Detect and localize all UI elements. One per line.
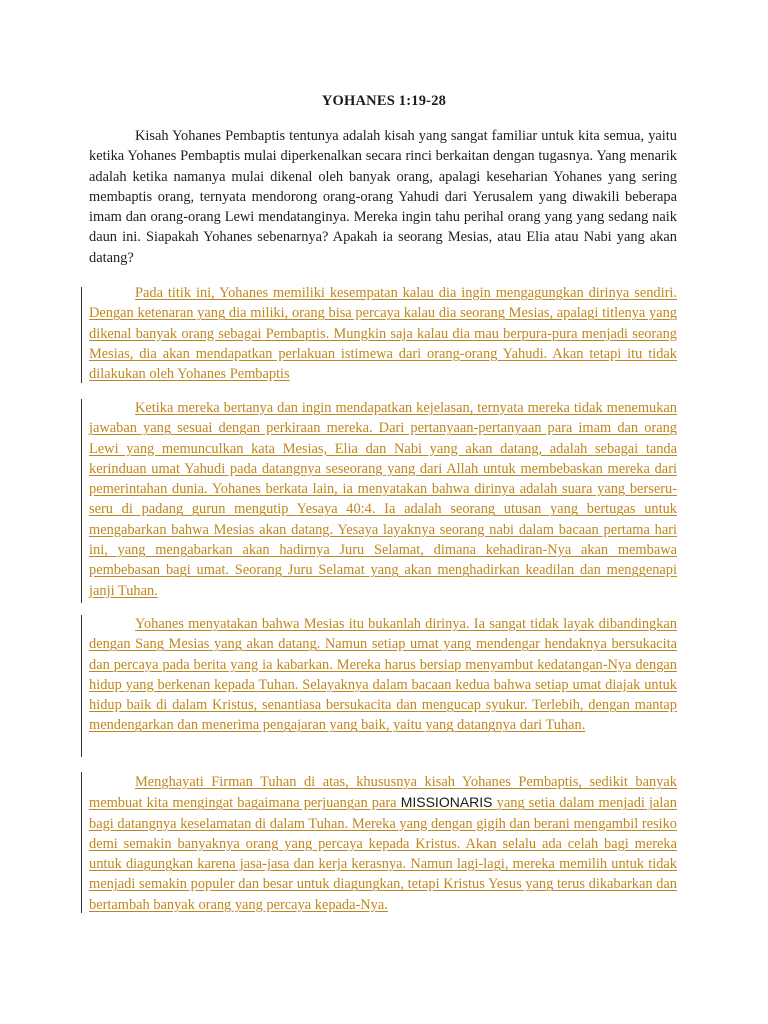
change-bar [81, 287, 82, 383]
paragraph-intro: Kisah Yohanes Pembaptis tentunya adalah kisah yang sangat familiar untuk kita semua, yaitu ketika Yohanes Pembaptis mulai diperkenalkan secara rinci berkaitan dengan tugasnya. Yang menarik adalah ketika namanya mulai dikenal oleh banyak orang, apalagi keseharian Yohanes yang sering membaptis orang, ternyata mendorong orang-orang Yahudi dari Yerusalem yang diwakili beberapa imam dan orang-orang Lewi mendatanginya. Mereka ingin tahu perihal orang yang yang sedang naik daun ini. Siapakah Yohanes sebenarnya? Apakah ia seorang Mesias, atau Elia atau Nabi yang akan datang? [89, 128, 677, 266]
paragraph-tracked-4-part-a: Menghayati Firman Tuhan di atas, khususnya kisah Yohanes Pembaptis, sedikit banyak membuat kita mengingat bagaimana perjuangan para [89, 774, 677, 812]
change-bar [81, 399, 82, 603]
paragraph-tracked-4-part-c: yang setia dalam menjadi jalan bagi datangnya keselamatan di dalam Tuhan. Mereka yang dengan gigih dan berani mengambil resiko demi semakin banyaknya orang yang percaya kepada Kristus. Akan selalu ada celah bagi mereka untuk diagungkan karena jasa-jasa dan kerja kerasnya. Namun lagi-lagi, mereka memilih untuk tidak menjadi semakin populer dan besar untuk diagungkan, tetapi Kristus Yesus yang terus dikabarkan dan bertambah banyak orang yang percaya kepada-Nya. [89, 795, 677, 913]
paragraph-tracked-3: Yohanes menyatakan bahwa Mesias itu bukanlah dirinya. Ia sangat tidak layak dibandingkan dengan Sang Mesias yang akan datang. Namun setiap umat yang mendengar hendaknya bersukacita dan percaya pada berita yang ia kabarkan. Mereka harus bersiap menyambut kedatangan-Nya dengan hidup yang berkenan kepada Tuhan. Selayaknya dalam bacaan kedua bahwa setiap umat diajak untuk hidup baik di dalam Kristus, senantiasa bersukacita dan mengucap syukur. Terlebih, dengan mantap mendengarkan dan menerima pengajaran yang baik, yaitu yang datangnya dari Tuhan. [89, 616, 677, 734]
paragraph-tracked-4 [89, 772, 677, 915]
change-bar [81, 772, 82, 913]
paragraph-tracked-2: Ketika mereka bertanya dan ingin mendapatkan kejelasan, ternyata mereka tidak menemukan jawaban yang sesuai dengan perkiraan mereka. Dari pertanyaan-pertanyaan para imam dan orang Lewi yang memunculkan kata Mesias, Elia dan Nabi yang akan datang, adalah sebagai tanda kerinduan umat Yahudi pada datangnya seseorang yang dari Allah untuk membebaskan mereka dari pemerintahan dunia. Yohanes berkata lain, ia menyatakan bahwa dirinya adalah suara yang berseru-seru di padang gurun mengutip Yesaya 40:4. Ia adalah seorang utusan yang bertugas untuk mengabarkan bahwa Mesias akan datang. Yesaya layaknya seorang nabi dalam bacaan pertama hari ini, yang mengabarkan akan hadirnya Juru Selamat, dimana kehadiran-Nya akan membawa pembebasan bagi umat. Seorang Juru Selamat yang akan menghadirkan keadilan dan menggenapi janji Tuhan. [89, 400, 677, 599]
document-title: YOHANES 1:19-28 [321, 93, 447, 109]
paragraph-tracked-1: Pada titik ini, Yohanes memiliki kesempatan kalau dia ingin mengagungkan dirinya sendiri. Dengan ketenaran yang dia miliki, orang bisa percaya kalau dia seorang Mesias, apalagi titlenya yang dikenal banyak orang sebagai Pembaptis. Mungkin saja kalau dia mau berpura-pura menjadi seorang Mesias, dia akan mendapatkan perlakuan istimewa dari orang-orang Yahudi. Akan tetapi itu tidak dilakukan oleh Yohanes Pembaptis [89, 285, 677, 383]
change-bar [81, 615, 82, 757]
missionaris-word: MISSIONARIS [400, 794, 493, 811]
